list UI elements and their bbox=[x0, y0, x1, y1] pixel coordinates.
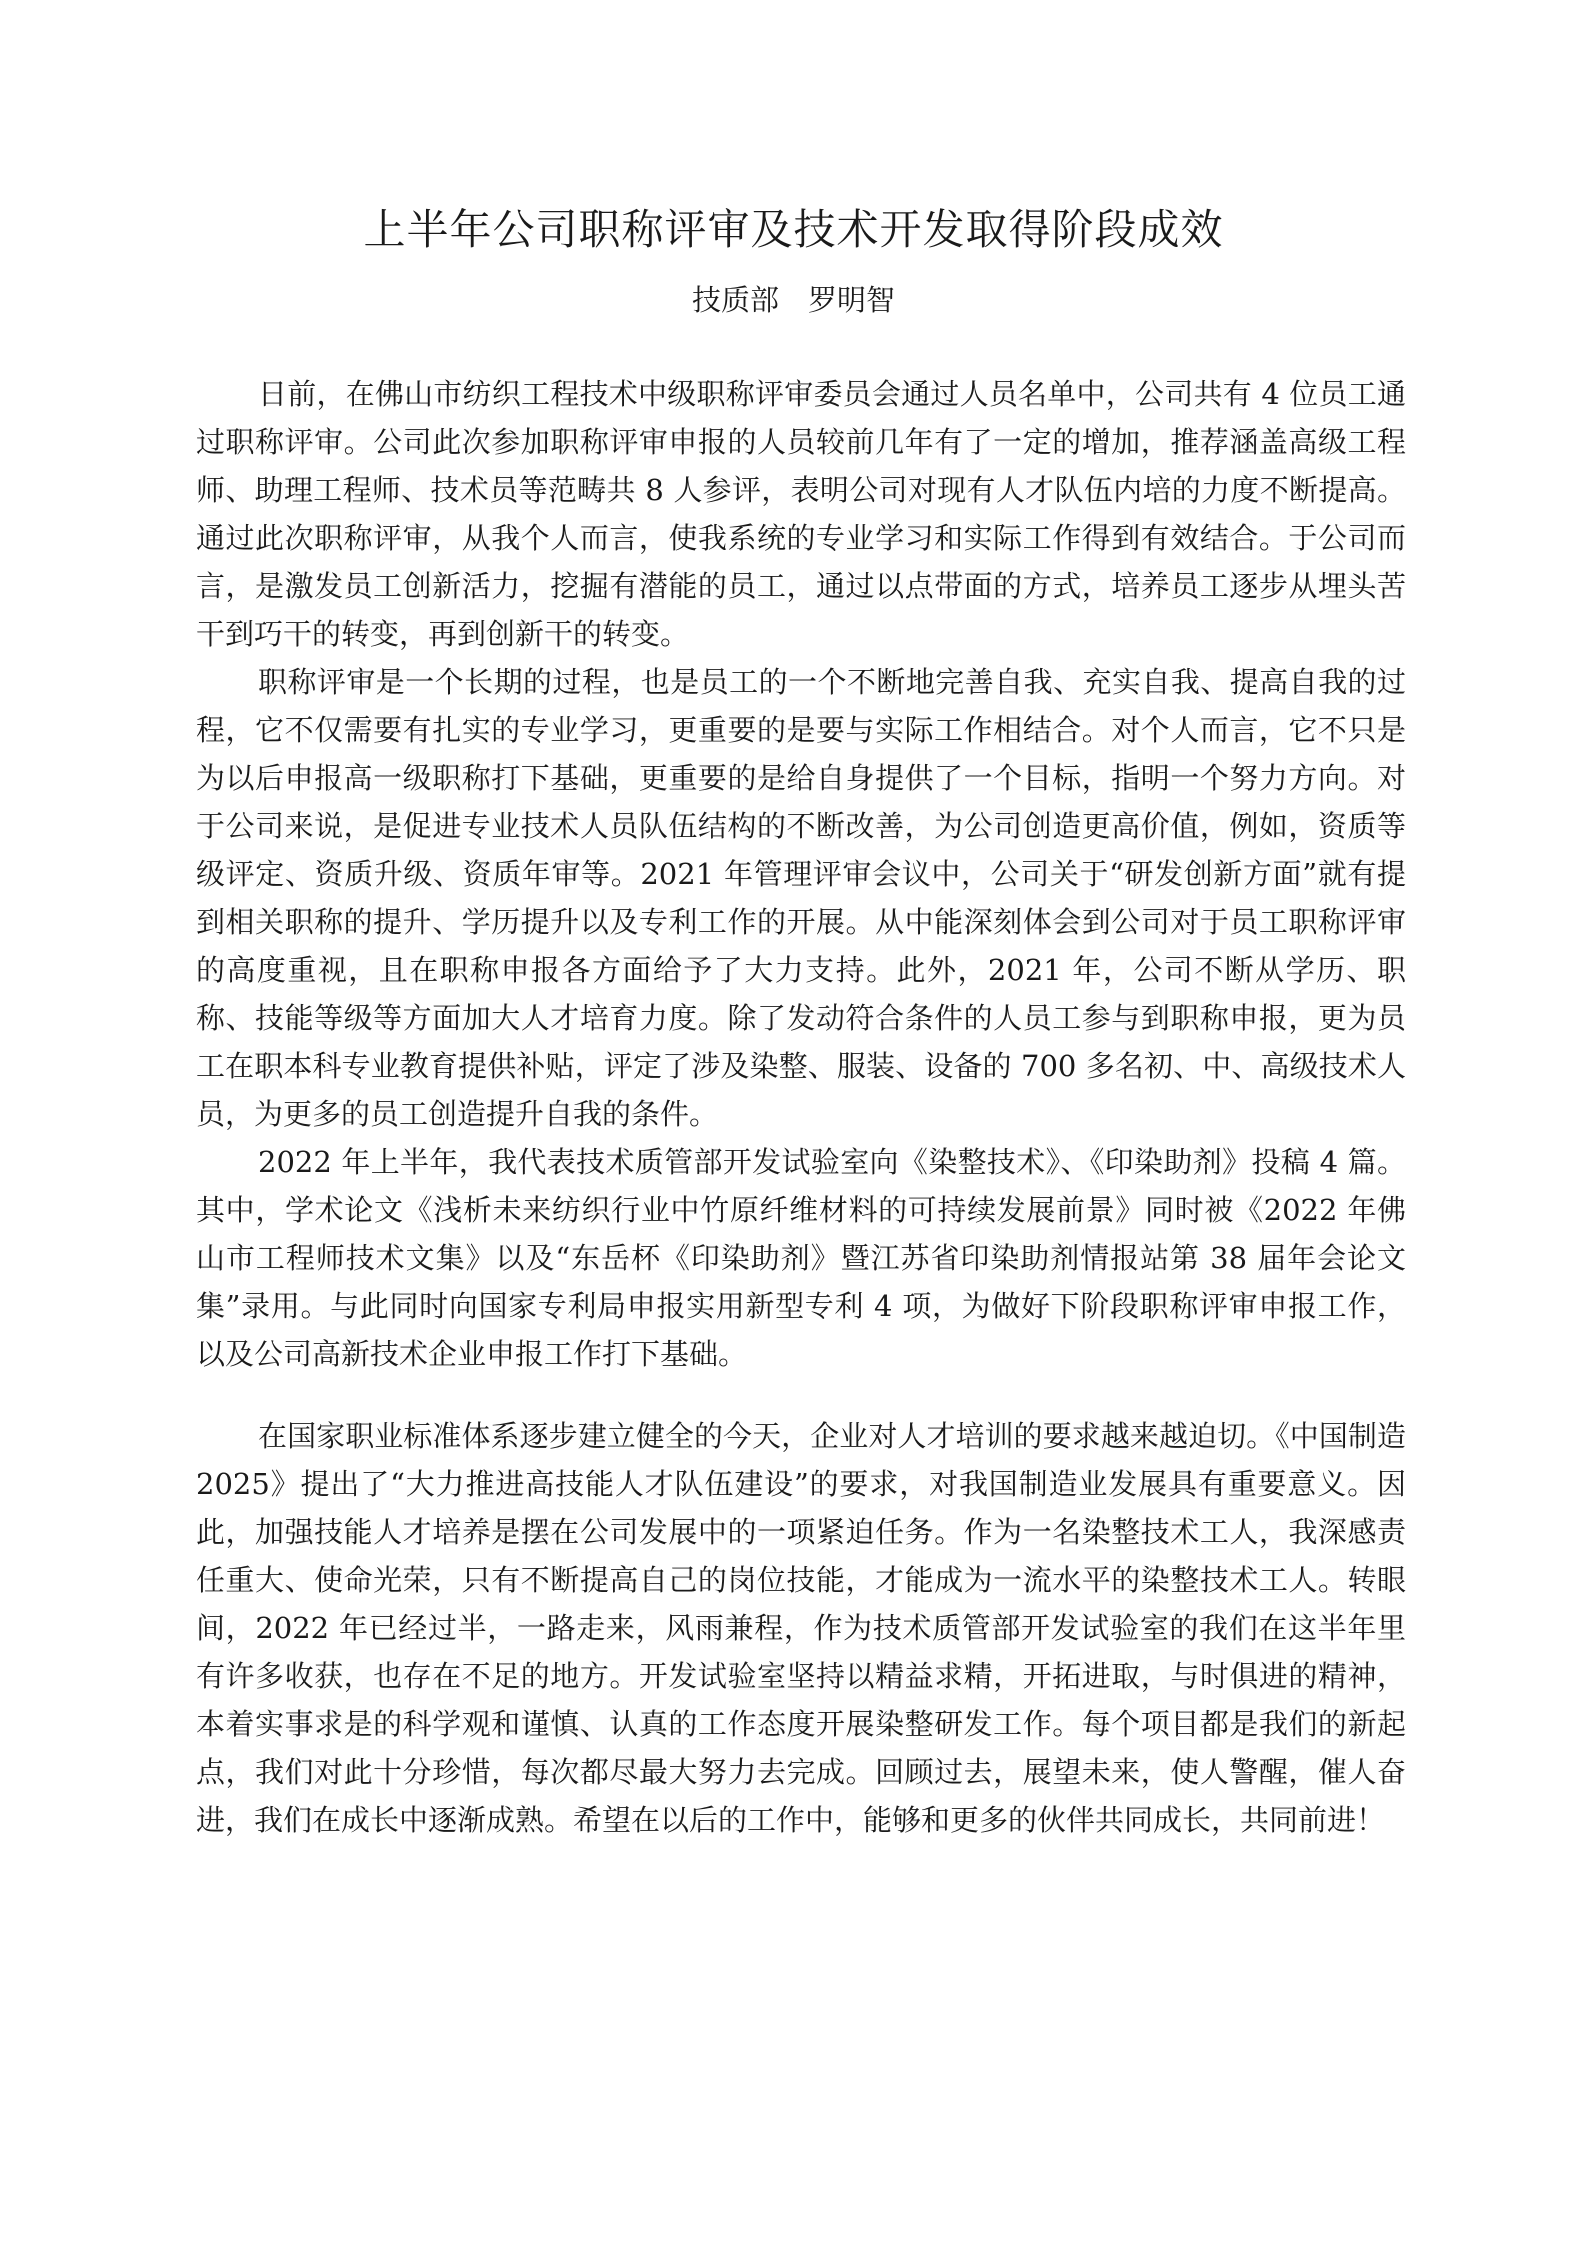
document-body bbox=[196, 370, 1406, 1844]
paragraph-4: 在国家职业标准体系逐步建立健全的今天，企业对人才培训的要求越来越迫切。《中国制造 2025》提出了“大力推进高技能人才队伍建设”的要求，对我国制造业发展具有重要意义。因此，加强技能人才培养是摆在公司发展中的一项紧迫任务。作为一名染整技术工人，我深感责任重大、使命光荣，只有不断提高自己的岗位技能，才能成为一流水平的染整技术工人。转眼间，2022 年已经过半，一路走来，风雨兼程，作为技术质管部开发试验室的我们在这半年里有许多收获，也存在不足的地方。开发试验室坚持以精益求精，开拓进取，与时俱进的精神，本着实事求是的科学观和谨慎、认真的工作态度开展染整研发工作。每个项目都是我们的新起点，我们对此十分珍惜，每次都尽最大努力去完成。回顾过去，展望未来，使人警醒，催人奋进，我们在成长中逐渐成熟。希望在以后的工作中，能够和更多的伙伴共同成长，共同前进！ bbox=[196, 1419, 1406, 1837]
paragraph-3: 2022 年上半年，我代表技术质管部开发试验室向《染整技术》、《印染助剂》投稿 4 篇。其中，学术论文《浅析未来纺织行业中竹原纤维材料的可持续发展前景》同时被《2022 年佛山市工程师技术文集》以及“东岳杯《印染助剂》暨江苏省印染助剂情报站第 38 届年会论文集”录用。与此同时向国家专利局申报实用新型专利 4 项，为做好下阶段职称评审申报工作，以及公司高新技术企业申报工作打下基础。 bbox=[196, 1145, 1406, 1371]
paragraph-2: 职称评审是一个长期的过程，也是员工的一个不断地完善自我、充实自我、提高自我的过程，它不仅需要有扎实的专业学习，更重要的是要与实际工作相结合。对个人而言，它不只是为以后申报高一级职称打下基础，更重要的是给自身提供了一个目标，指明一个努力方向。对于公司来说，是促进专业技术人员队伍结构的不断改善，为公司创造更高价值，例如，资质等级评定、资质升级、资质年审等。2021 年管理评审会议中，公司关于“研发创新方面”就有提到相关职称的提升、学历提升以及专利工作的开展。从中能深刻体会到公司对于员工职称评审的高度重视，且在职称申报各方面给予了大力支持。此外，2021 年，公司不断从学历、职称、技能等级等方面加大人才培育力度。除了发动符合条件的人员工参与到职称申报，更为员工在职本科专业教育提供补贴，评定了涉及染整、服装、设备的 700 多名初、中、高级技术人员，为更多的员工创造提升自我的条件。 bbox=[196, 665, 1406, 1131]
document-title: 上半年公司职称评审及技术开发取得阶段成效 bbox=[363, 205, 1224, 254]
author-byline: 技质部 罗明智 bbox=[691, 283, 895, 317]
paragraph-1: 日前，在佛山市纺织工程技术中级职称评审委员会通过人员名单中，公司共有 4 位员工通过职称评审。公司此次参加职称评审申报的人员较前几年有了一定的增加，推荐涵盖高级工程师、助理工程师、技术员等范畴共 8 人参评，表明公司对现有人才队伍内培的力度不断提高。通过此次职称评审，从我个人而言，使我系统的专业学习和实际工作得到有效结合。于公司而言，是激发员工创新活力，挖掘有潜能的员工，通过以点带面的方式，培养员工逐步从埋头苦干到巧干的转变，再到创新干的转变。 bbox=[196, 377, 1406, 651]
